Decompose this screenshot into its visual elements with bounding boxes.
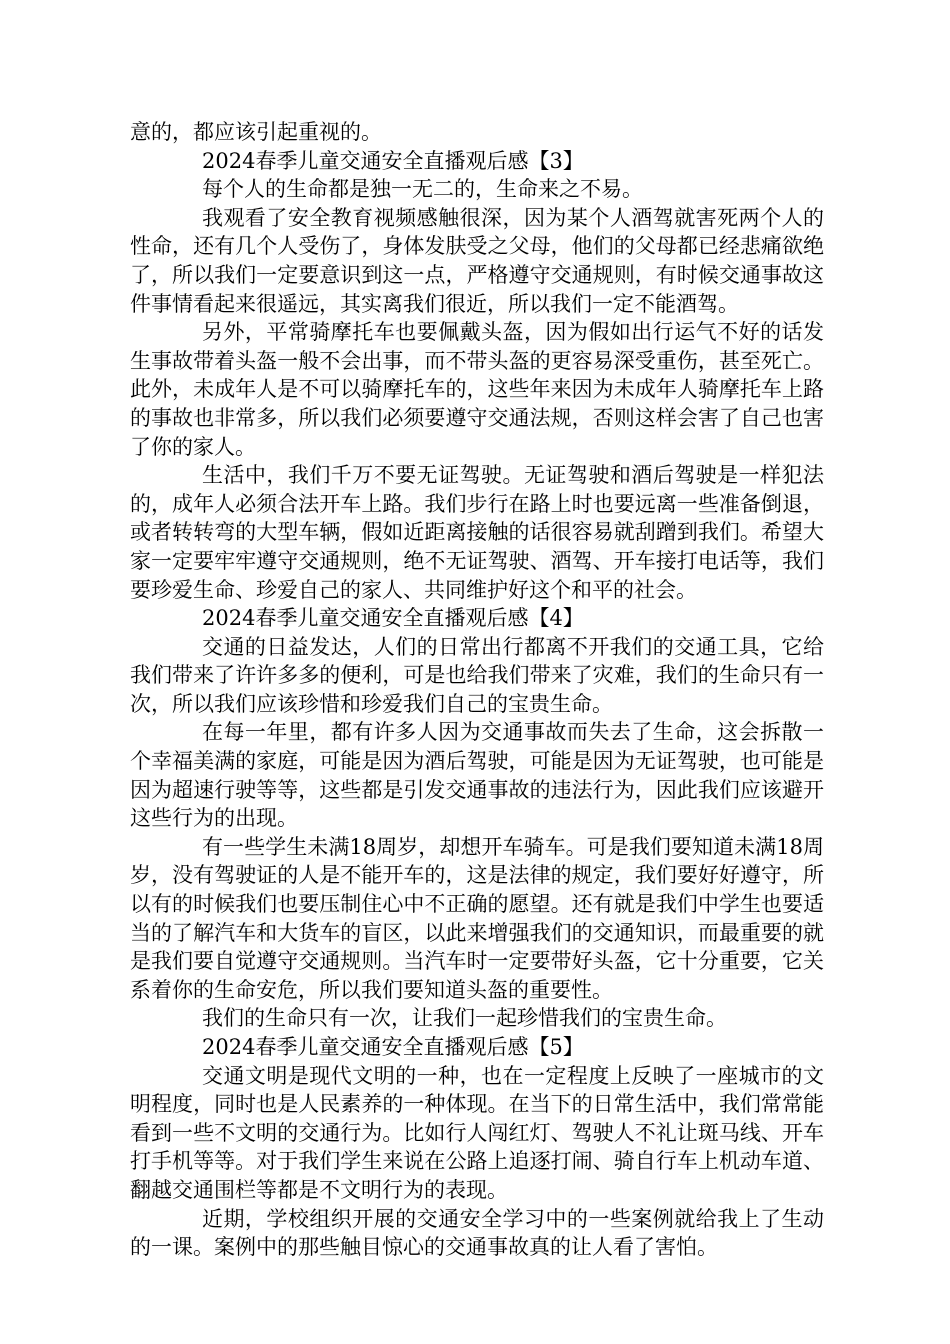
paragraph: 意的，都应该引起重视的。 — [130, 120, 382, 144]
paragraph: 生活中，我们千万不要无证驾驶。无证驾驶和酒后驾驶是一样犯法的，成年人必须合法开车上路。我们步行在路上时也要远离一些准备倒退，或者转转弯的大型车辆，假如近距离接触的话很容易就刮蹭到我们。希望大家一定要牢牢遵守交通规则，绝不无证驾驶、酒驾、开车接打电话等，我们要珍爱生命、珍爱自己的家人、共同维护好这个和平的社会。 — [130, 463, 824, 602]
paragraph: 每个人的生命都是独一无二的，生命来之不易。 — [202, 177, 643, 202]
paragraph: 近期，学校组织开展的交通安全学习中的一些案例就给我上了生动的一课。案例中的那些触目惊心的交通事故真的让人看了害怕。 — [130, 1206, 824, 1260]
paragraph: 交通文明是现代文明的一种，也在一定程度上反映了一座城市的文明程度，同时也是人民素养的一种体现。在当下的日常生活中，我们常常能看到一些不文明的交通行为。比如行人闯红灯、驾驶人不礼让斑马线、开车打手机等等。对于我们学生来说在公路上追逐打闹、骑自行车上机动车道、翻越交通围栏等都是不文明行为的表现。 — [130, 1063, 824, 1202]
paragraph: 我们的生命只有一次，让我们一起珍惜我们的宝贵生命。 — [202, 1006, 727, 1031]
paragraph: 另外，平常骑摩托车也要佩戴头盔，因为假如出行运气不好的话发生事故带着头盔一般不会出事，而不带头盔的更容易深受重伤，甚至死亡。此外，未成年人是不可以骑摩托车的，这些年来因为未成年人骑摩托车上路的事故也非常多，所以我们必须要遵守交通法规，否则这样会害了自己也害了你的家人。 — [130, 320, 824, 459]
paragraph: 我观看了安全教育视频感触很深，因为某个人酒驾就害死两个人的性命，还有几个人受伤了，身体发肤受之父母，他们的父母都已经悲痛欲绝了，所以我们一定要意识到这一点，严格遵守交通规则，有时候交通事故这件事情看起来很遥远，其实离我们很近，所以我们一定不能酒驾。 — [130, 205, 824, 316]
document-body — [130, 118, 824, 1262]
paragraph: 交通的日益发达，人们的日常出行都离不开我们的交通工具，它给我们带来了许许多多的便利，可是也给我们带来了灾难，我们的生命只有一次，所以我们应该珍惜和珍爱我们自己的宝贵生命。 — [130, 634, 824, 716]
section-heading: 2024春季儿童交通安全直播观后感【3】 — [202, 148, 584, 173]
paragraph: 在每一年里，都有许多人因为交通事故而失去了生命，这会拆散一个幸福美满的家庭，可能是因为酒后驾驶，可能是因为无证驾驶，也可能是因为超速行驶等等，这些都是引发交通事故的违法行为，因此我们应该避开这些行为的出现。 — [130, 720, 824, 831]
paragraph: 有一些学生未满18周岁，却想开车骑车。可是我们要知道未满18周岁，没有驾驶证的人是不能开车的，这是法律的规定，我们要好好遵守，所以有的时候我们也要压制住心中不正确的愿望。还有就是我们中学生也要适当的了解汽车和大货车的盲区，以此来增强我们的交通知识，而最重要的就是我们要自觉遵守交通规则。当汽车时一定要带好头盔，它十分重要，它关系着你的生命安危，所以我们要知道头盔的重要性。 — [130, 834, 824, 1002]
section-heading: 2024春季儿童交通安全直播观后感【5】 — [202, 1035, 584, 1059]
section-heading: 2024春季儿童交通安全直播观后感【4】 — [202, 606, 584, 631]
